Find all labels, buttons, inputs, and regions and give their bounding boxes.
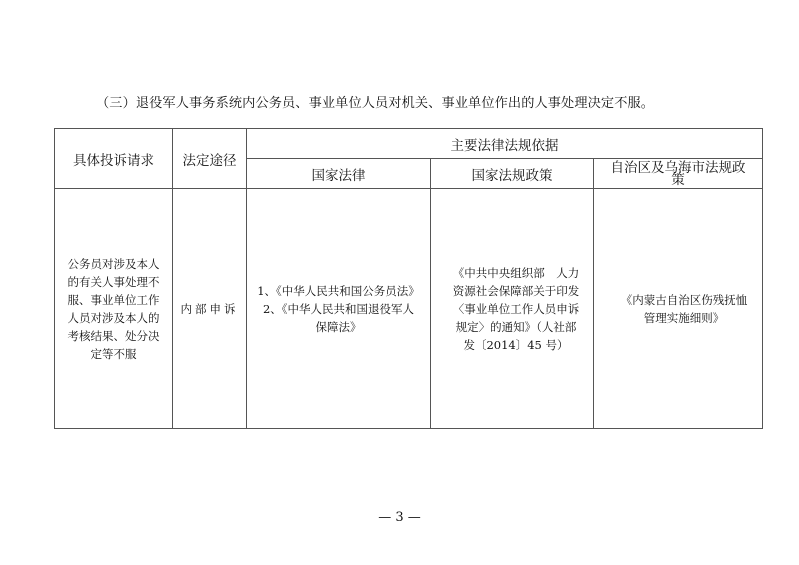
- header-national-law: 国家法律: [247, 159, 431, 189]
- cell-regional-policy: [594, 189, 763, 429]
- request-line: 的有关人事处理不: [67, 274, 160, 289]
- national-policy-line: 发〔2014〕45 号）: [463, 337, 569, 352]
- legal-basis-table: [54, 128, 763, 429]
- national-law-line: 1、《中华人民共和国公务员法》: [257, 283, 420, 298]
- national-policy-line: 资源社会保障部关于印发: [452, 283, 580, 298]
- request-line: 定等不服: [90, 346, 137, 361]
- national-law-line: 2、《中华人民共和国退役军人: [262, 301, 415, 316]
- cell-national-policy: [431, 189, 594, 429]
- request-line: 人员对涉及本人的: [67, 310, 160, 325]
- cell-channel: 内部申诉: [173, 189, 247, 429]
- request-line: 服、事业单位工作: [67, 292, 160, 307]
- header-regional-policy-line: 自治区及乌海市法规政: [610, 159, 746, 176]
- header-national-policy: 国家法规政策: [431, 159, 594, 189]
- national-policy-line: 《中共中央组织部 人力: [452, 265, 580, 280]
- national-law-line: 保障法》: [315, 319, 362, 334]
- page-number: — 3 —: [378, 510, 421, 525]
- request-line: 公务员对涉及本人: [67, 256, 160, 271]
- regional-policy-line: 管理实施细则》: [643, 310, 725, 325]
- national-policy-line: 规定〉的通知》（人社部: [455, 319, 577, 334]
- header-legal-basis: 主要法律法规依据: [247, 129, 763, 159]
- cell-national-law: [247, 189, 431, 429]
- section-heading: （三）退役军人事务系统内公务员、事业单位人员对机关、事业单位作出的人事处理决定不服。: [96, 96, 655, 111]
- header-regional-policy: [594, 159, 763, 189]
- regional-policy-line: 《内蒙古自治区伤残抚恤: [620, 292, 748, 307]
- cell-request: [55, 189, 173, 429]
- header-request: 具体投诉请求: [55, 129, 173, 189]
- header-regional-policy-line: 策: [671, 171, 685, 188]
- request-line: 考核结果、处分决: [67, 328, 160, 343]
- header-channel: 法定途径: [173, 129, 247, 189]
- national-policy-line: 〈事业单位工作人员申诉: [452, 301, 580, 316]
